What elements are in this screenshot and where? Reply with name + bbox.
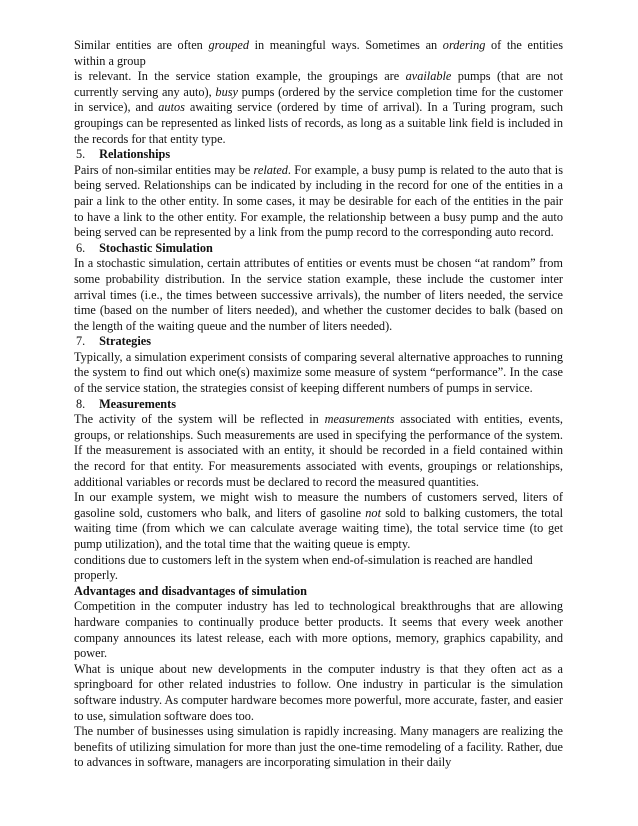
paragraph-relationships (74, 163, 563, 241)
emphasis-not: not (365, 505, 381, 520)
section-heading-advantages: Advantages and disadvantages of simulation (74, 583, 308, 598)
section-number: 6. (76, 240, 86, 255)
text-run: awaiting service (ordered by time of arrival). In a Turing program, such groupings can be represented as linked lists of records, as long as a suitable link field is included in the records for that entity type. (74, 100, 563, 146)
section-title: Measurements (99, 396, 177, 411)
emphasis-measurements: measurements (324, 412, 395, 427)
emphasis-related: related (253, 162, 288, 177)
text-run: associated with entities, events, groups, or relationships. Such measurements are used in specifying the performance of the system. If the measurement is associated with an entity, it should be recorded in a field contained within the record for that entity. For measurements associated with events, groupings or relationships, additional variables or records must be declared to record the measured quantities. (74, 412, 563, 489)
paragraph-end-conditions: conditions due to customers left in the system when end-of-simulation is reached are handled properly. (74, 552, 533, 583)
paragraph-stochastic-simulation: In a stochastic simulation, certain attributes of entities or events must be chosen “at random” from some probability distribution. In the service station example, these include the customer inter arrival times (i.e., the times between successive arrivals), the number of liters needed, the service time (based on the number of liters needed), and whether the customer decides to balk (based on the length of the waiting queue and the number of liters needed). (74, 256, 563, 333)
text-run: pumps (ordered by the service completion time for the customer in service), and (74, 84, 563, 115)
section-heading-relationships (74, 147, 563, 163)
section-title: Strategies (99, 334, 151, 349)
document-page (74, 38, 563, 771)
section-heading-strategies (74, 334, 563, 350)
section-title: Relationships (99, 147, 171, 162)
paragraph-measurements-example (74, 490, 563, 552)
text-run: sold to balking customers, the total waiting time (from which we can calculate average waiting time), the total service time (to get pump utilization), and the total time that the waiting queue is empty. (74, 505, 563, 551)
section-heading-measurements (74, 397, 563, 413)
section-title: Stochastic Simulation (99, 240, 213, 255)
paragraph-springboard: What is unique about new developments in the computer industry is that they often act as a springboard for other related industries to follow. One industry in particular is the simulation software industry. As computer hardware becomes more powerful, more accurate, faster, and easier to use, simulation software does too. (74, 661, 563, 723)
emphasis-grouped: grouped (208, 38, 249, 52)
text-run: Pairs of non-similar entities may be (74, 162, 254, 177)
emphasis-autos: autos (158, 100, 185, 115)
paragraph-groupings (74, 69, 563, 147)
paragraph-strategies: Typically, a simulation experiment consists of comparing several alternative approaches to running the system to find out which one(s) maximize some measure of system “performance”. In the case of the service station, the strategies consist of keeping different numbers of pumps in service. (74, 349, 563, 396)
text-run: Similar entities are often (74, 38, 209, 52)
section-heading-stochastic-simulation (74, 241, 563, 257)
text-run: The activity of the system will be reflected in (74, 412, 325, 427)
section-number: 7. (76, 334, 86, 349)
section-number: 5. (76, 147, 86, 162)
text-run: of the entities within a group (74, 38, 563, 68)
text-run: pumps (that are not currently serving any auto), (74, 69, 563, 99)
paragraph-competition: Competition in the computer industry has led to technological breakthroughs that are allowing hardware companies to continually produce better products. It seems that every week another company announces its latest release, each with more options, memory, graphics capability, and power. (74, 599, 563, 661)
text-run: is relevant. In the service station example, the groupings are (74, 69, 406, 84)
text-run: In our example system, we might wish to measure the numbers of customers served, liters of gasoline sold, customers who balk, and liters of gasoline (74, 490, 563, 520)
emphasis-ordering: ordering (442, 38, 486, 52)
paragraph-measurements (74, 412, 563, 490)
paragraph-groupings-intro (74, 38, 563, 69)
emphasis-available: available (405, 69, 452, 84)
paragraph-businesses: The number of businesses using simulation is rapidly increasing. Many managers are realizing the benefits of utilizing simulation for more than just the one-time remodeling of a facility. Rather, due to advances in software, managers are incorporating simulation in their daily (74, 724, 563, 770)
text-run: . For example, a busy pump is related to the auto that is being served. Relationships can be indicated by including in the record for one of the entities in a pair a link to the other entity. In some cases, it may be desirable for each of the entities in the pair to have a link to the other entity. For example, the relationship between a busy pump and the auto being served can be represented by a link from the pump record to the corresponding auto record. (74, 162, 563, 240)
section-number: 8. (76, 396, 86, 411)
emphasis-busy: busy (215, 84, 238, 99)
text-run: in meaningful ways. Sometimes an (248, 38, 443, 52)
